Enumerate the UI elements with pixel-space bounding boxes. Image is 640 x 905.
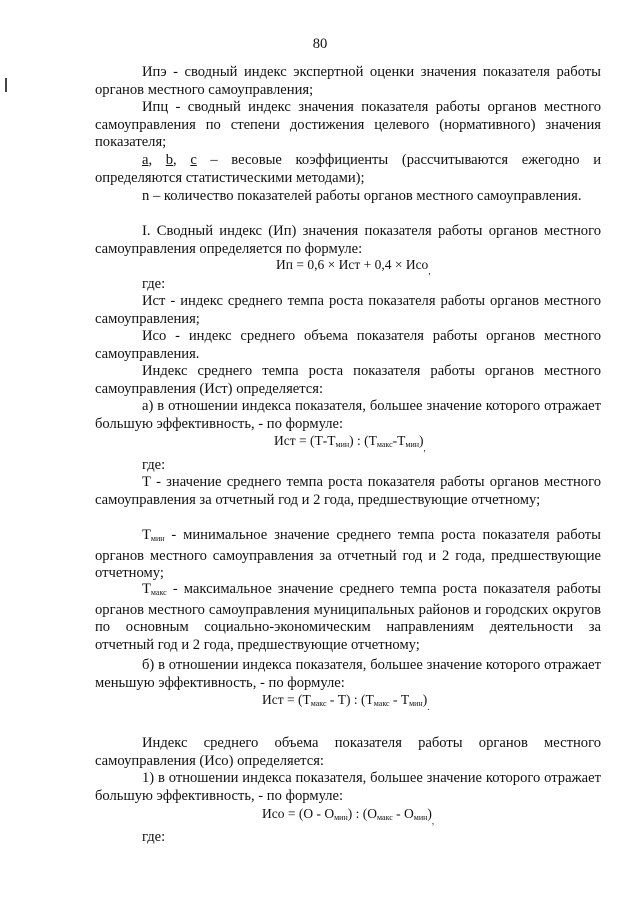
coef-c: с [190, 152, 197, 168]
formula-iso-1-sub2: макс [376, 813, 393, 822]
formula-ist-a-sub1: мин [335, 440, 350, 449]
formula-iso-1-part1: Исо = (О - О [262, 806, 335, 821]
formula-iso-1 [262, 805, 434, 831]
formula-ist-b-part3: - Т [389, 692, 410, 707]
tmin-symbol: Т [142, 527, 151, 543]
definition-ipe: Ипэ - сводный индекс экспертной оценки значения показателя работы органов местного самоуправления; [95, 64, 601, 98]
iso-intro: Индекс среднего объема показателя работы органов местного самоуправления (Исо) определяется: [95, 735, 601, 769]
formula-ist-b-sub2: макс [373, 699, 390, 708]
page-number: 80 [312, 36, 328, 52]
formula-iso-1-part2: ) : (О [347, 806, 377, 821]
formula-iso-1-tail: , [431, 816, 435, 826]
formula-iso-1-part3: - О [392, 806, 414, 821]
margin-mark [5, 78, 7, 92]
formula-ist-b-sub3: мин [409, 699, 423, 708]
formula-ist-b-part4: ) [422, 692, 428, 707]
formula-ist-a-part2: ) : (Т [349, 433, 377, 448]
formula-ist-a-part4: ) [419, 433, 424, 448]
gde-label-3: где: [142, 829, 166, 845]
case-b: б) в отношении индекса показателя, большее значение которого отражает меньшую эффективность, - по формуле: [95, 657, 601, 691]
formula-iso-1-part4: ) [427, 806, 432, 821]
tmax-subscript: макс [150, 588, 167, 597]
formula-ist-a-tail: , [423, 443, 426, 453]
formula-ist-a [274, 432, 426, 458]
definition-t: Т - значение среднего темпа роста показателя работы органов местного самоуправления за отчетный год и 2 года, предшествующие отчетному; [95, 474, 601, 508]
definition-tmax [95, 581, 601, 654]
gde-label-2: где: [142, 457, 166, 473]
tmax-symbol: Т [142, 581, 151, 597]
section-1-heading: I. Сводный индекс (Ип) значения показателя работы органов местного самоуправления определяется по формуле: [95, 223, 601, 257]
coef-text: – весовые коэффициенты (рассчитываются ежегодно и определяются статистическими методами); [95, 152, 602, 186]
formula-ip-tail: , [428, 266, 431, 276]
formula-iso-1-sub1: мин [334, 813, 348, 822]
case-1: 1) в отношении индекса показателя, большее значение которого отражает большую эффективность, - по формуле: [95, 770, 601, 804]
formula-ist-a-part3: -Т [392, 433, 406, 448]
formula-ist-b [262, 691, 429, 717]
definition-tmin [95, 527, 601, 583]
coef-a: а [142, 152, 149, 168]
coef-b: b [165, 152, 174, 168]
tmin-subscript: мин [150, 534, 165, 543]
formula-ist-b-sub1: макс [310, 699, 327, 708]
formula-ist-b-part2: - Т) : (Т [326, 692, 374, 707]
formula-iso-1-sub3: мин [413, 813, 428, 822]
definition-ipc: Ипц - сводный индекс значения показателя работы органов местного самоуправления по степени достижения целевого (нормативного) значения показателя; [95, 99, 601, 151]
definition-ist: Ист - индекс среднего темпа роста показателя работы органов местного самоуправления; [95, 293, 601, 327]
definition-coefficients: а, b, с – весовые коэффициенты (рассчитываются ежегодно и определяются статистическими методами); [95, 152, 602, 186]
formula-ist-a-sub2: макс [376, 440, 393, 449]
formula-ip-text: Ип = 0,6 × Ист + 0,4 × Исо [276, 257, 429, 272]
formula-ist-a-sub3: мин [405, 440, 420, 449]
formula-ist-a-part1: Ист = (Т-Т [274, 433, 336, 448]
definition-iso: Исо - индекс среднего объема показателя работы органов местного самоуправления. [95, 328, 601, 362]
case-a: а) в отношении индекса показателя, большее значение которого отражает большую эффективность, - по формуле: [95, 398, 601, 432]
formula-ist-b-tail: . [427, 702, 430, 712]
gde-label-1: где: [142, 276, 166, 292]
tmin-text: - минимальное значение среднего темпа роста показателя работы органов местного самоуправления за отчетный год и 2 года, предшествующие отчетному; [95, 527, 601, 582]
ist-intro: Индекс среднего темпа роста показателя работы органов местного самоуправления (Ист) определяется: [95, 363, 601, 397]
definition-n: n – количество показателей работы органов местного самоуправления. [142, 188, 582, 204]
formula-ist-b-part1: Ист = (Т [262, 692, 311, 707]
tmax-text: - максимальное значение среднего темпа роста показателя работы органов местного самоуправления муниципальных районов и городских округов по основным социально-экономическим направлениям деятельности за отчетный год и 2 года, предшествующие отчетному; [95, 581, 601, 653]
